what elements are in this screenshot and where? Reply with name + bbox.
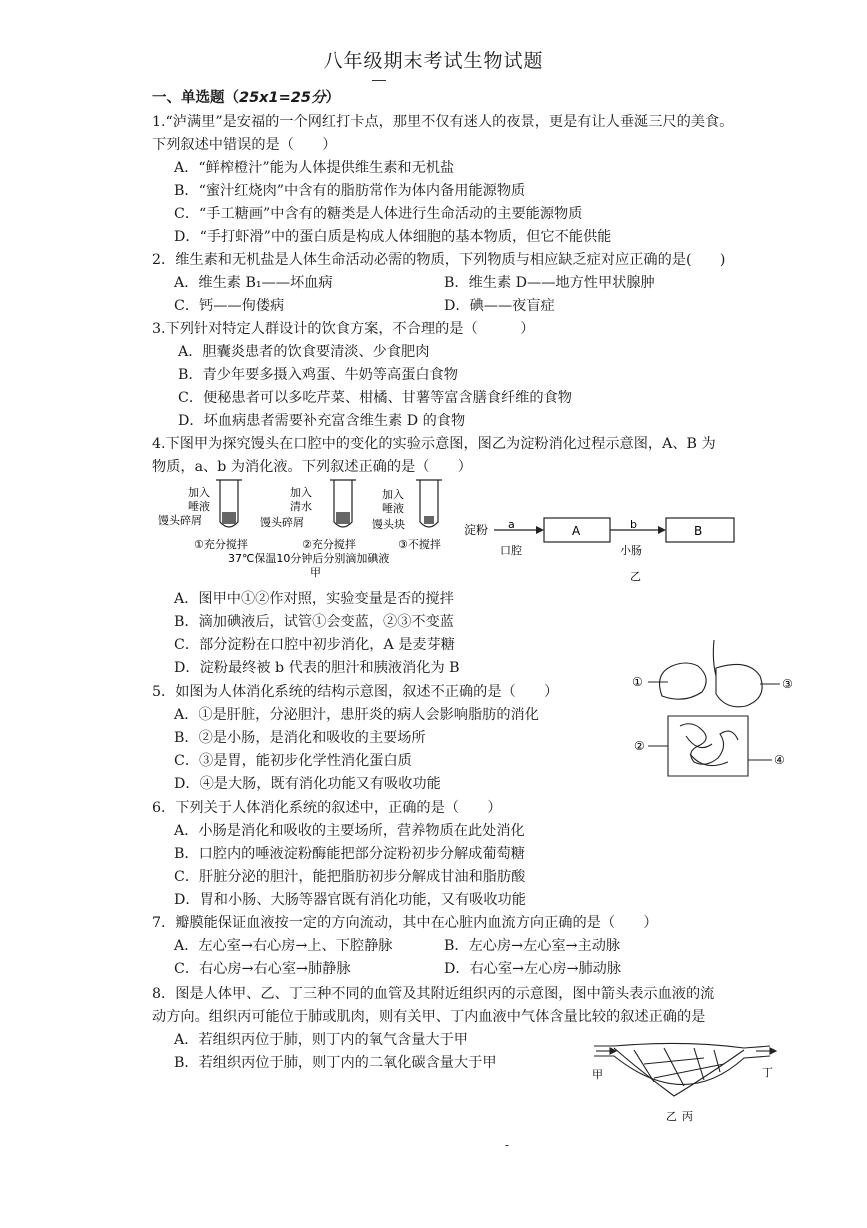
q4-option-a: A．图甲中①②作对照，实验变量是否的搅拌 (174, 591, 454, 607)
q6-option-a: A．小肠是消化和吸收的主要场所，营养物质在此处消化 (174, 823, 525, 839)
yi-box-a-label: A (572, 524, 581, 538)
q5-option-a: A．①是肝脏，分泌胆汁，患肝炎的病人会影响脂肪的消化 (174, 707, 539, 723)
q6-option-b: B．口腔内的唾液淀粉酶能把部分淀粉初步分解成葡萄糖 (174, 846, 525, 862)
vessel-label-jia: 甲 (592, 1068, 603, 1081)
q8-stem-line1: 8．图是人体甲、乙、丁三种不同的血管及其附近组织丙的示意图，图中箭头表示血液的流 (152, 986, 715, 1002)
yi-b-label: b (630, 518, 637, 531)
t1-top-label: 加入 (188, 486, 210, 499)
q2-option-b: B．维生素 D——地方性甲状腺肿 (444, 275, 655, 291)
q8-stem-line2: 动方向。组织丙可能位于肺或肌肉，则有关甲、丁内血液中气体含量比较的叙述正确的是 (152, 1009, 706, 1025)
tissue-label-bing: 丙 (682, 1110, 693, 1123)
t3-bottom-label: 唾液 (382, 502, 404, 515)
q2-option-d: D．碘——夜盲症 (444, 298, 555, 314)
small-intestine-icon (680, 724, 738, 765)
yi-label: 乙 (630, 570, 641, 583)
t2-bottom-label: 清水 (290, 500, 312, 513)
organ-label-1: ① (632, 675, 643, 689)
blood-vessel-figure (584, 1034, 784, 1126)
yi-box-b-label: B (694, 524, 703, 538)
q2-option-c: C．钙——佝偻病 (174, 298, 285, 314)
liver-icon (660, 663, 707, 699)
q5-option-c: C．③是胃，能初步化学性消化蛋白质 (174, 753, 412, 769)
organ-label-4: ④ (774, 753, 785, 767)
q4-stem-line1: 4.下图甲为探究馒头在口腔中的变化的实验示意图，图乙为淀粉消化过程示意图，A、B 为 (152, 436, 716, 452)
t1-bottom-label: 唾液 (188, 500, 210, 513)
q3-option-a: A．胆囊炎患者的饮食要清淡、少食肥肉 (178, 344, 430, 360)
organ-label-3: ③ (782, 677, 793, 691)
q7-option-b: B．左心房→左心室→主动脉 (444, 938, 621, 954)
section-heading (152, 86, 340, 107)
jia-note: 37℃保温10分钟后分别滴加碘液 (228, 552, 390, 565)
q8-option-a: A．若组织丙位于肺，则丁内的氧气含量大于甲 (174, 1032, 468, 1048)
q5-option-b: B．②是小肠，是消化和吸收的主要场所 (174, 730, 426, 746)
q1-option-a: A．“鲜榨橙汁”能为人体提供维生素和无机盐 (174, 160, 455, 176)
t3-top-label: 加入 (382, 488, 404, 501)
t2-caption: ②充分搅拌 (302, 538, 356, 551)
jia-label: 甲 (310, 566, 321, 579)
t1-side-label: 馒头碎屑 (158, 514, 202, 527)
q1-option-d: D．“手打虾滑”中的蛋白质是构成人体细胞的基本物质，但它不能供能 (174, 229, 612, 245)
title-underline-mark (372, 80, 386, 81)
section-close: ） (325, 89, 340, 106)
page-title: 八年级期末考试生物试题 (323, 50, 544, 72)
yi-loc2-label: 小肠 (620, 544, 642, 557)
t2-side-label: 馒头碎屑 (260, 516, 304, 529)
yi-loc1-label: 口腔 (500, 544, 522, 557)
figure-jia-test-tubes (150, 474, 480, 584)
q1-stem-line1: 1.“泸满里”是安福的一个网红打卡点，那里不仅有迷人的夜景，更是有让人垂涎三尺的美食。 (152, 114, 734, 130)
stomach-icon (716, 664, 762, 706)
t2-top-label: 加入 (290, 486, 312, 499)
t3-caption: ③不搅拌 (398, 538, 441, 551)
q3-stem: 3.下列针对特定人群设计的饮食方案，不合理的是（ ） (152, 321, 535, 337)
q1-option-c: C．“手工糖画”中含有的糖类是人体进行生命活动的主要能源物质 (174, 206, 583, 222)
q6-stem: 6．下列关于人体消化系统的叙述中，正确的是（ ） (152, 800, 502, 816)
q1-option-b: B．“蜜汁红烧肉”中含有的脂肪常作为体内备用能源物质 (174, 183, 526, 199)
q7-option-c: C．右心房→右心室→肺静脉 (174, 961, 351, 977)
q2-stem: 2．维生素和无机盐是人体生命活动必需的物质，下列物质与相应缺乏症对应正确的是( ) (152, 252, 726, 268)
section-score: 25x1=25分 (239, 90, 326, 106)
q3-option-d: D．坏血病患者需要补充富含维生素 D 的食物 (178, 413, 466, 429)
q8-option-b: B．若组织丙位于肺，则丁内的二氧化碳含量大于甲 (174, 1055, 497, 1071)
q4-option-b: B．滴加碘液后，试管①会变蓝，②③不变蓝 (174, 614, 454, 630)
section-label: 一、单选题（ (152, 89, 239, 106)
digestive-system-figure (628, 636, 808, 796)
q3-option-c: C．便秘患者可以多吃芹菜、柑橘、甘薯等富含膳食纤维的食物 (178, 390, 572, 406)
q2-option-a: A．维生素 B₁——坏血病 (174, 275, 333, 291)
q6-option-d: D．胃和小肠、大肠等器官既有消化功能，又有吸收功能 (174, 892, 526, 908)
yi-start-label: 淀粉 (464, 523, 489, 537)
q7-stem: 7．瓣膜能保证血液按一定的方向流动，其中在心脏内血流方向正确的是（ ） (152, 915, 658, 931)
vessel-top-icon (594, 1043, 770, 1048)
t3-side-label: 馒头块 (372, 518, 405, 531)
q4-option-c: C．部分淀粉在口腔中初步消化，A 是麦芽糖 (174, 637, 455, 653)
q4-stem-line2: 物质，a、b 为消化液。下列叙述正确的是（ ） (152, 459, 472, 475)
vessel-label-ding: 丁 (762, 1066, 773, 1079)
q7-option-d: D．右心室→左心房→肺动脉 (444, 961, 622, 977)
q5-stem: 5．如图为人体消化系统的结构示意图，叙述不正确的是（ ） (152, 684, 559, 700)
q5-option-d: D．④是大肠，既有消化功能又有吸收功能 (174, 776, 441, 792)
page-mark: - (505, 1138, 510, 1152)
q7-option-a: A．左心室→右心房→上、下腔静脉 (174, 938, 393, 954)
vessel-label-yi: 乙 (666, 1110, 677, 1123)
q1-stem-line2: 下列叙述中错误的是（ ） (152, 137, 337, 153)
t1-caption: ①充分搅拌 (194, 538, 248, 551)
yi-a-label: a (508, 518, 515, 531)
q4-option-d: D．淀粉最终被 b 代表的胆汁和胰液消化为 B (174, 660, 460, 676)
q3-option-b: B．青少年要多摄入鸡蛋、牛奶等高蛋白食物 (178, 367, 458, 383)
figure-yi-starch-digestion (462, 508, 772, 584)
q6-option-c: C．肝脏分泌的胆汁，能把脂肪初步分解成甘油和脂肪酸 (174, 869, 526, 885)
organ-label-2: ② (634, 739, 645, 753)
